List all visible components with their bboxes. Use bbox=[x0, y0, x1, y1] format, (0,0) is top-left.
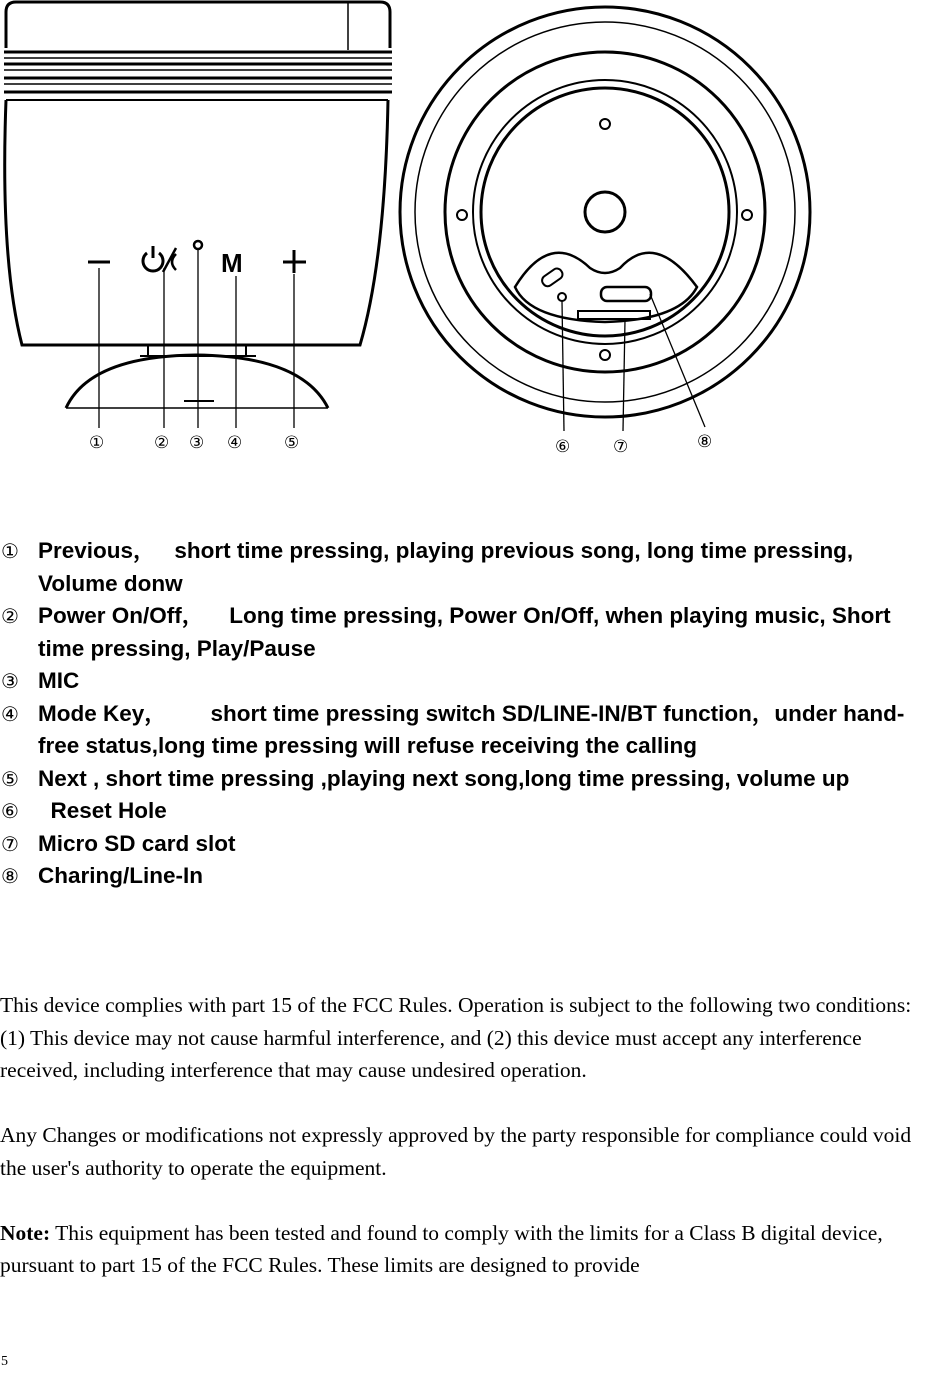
product-diagram bbox=[0, 0, 930, 470]
legend-item-next bbox=[0, 763, 930, 796]
speaker-bottom-view bbox=[400, 7, 810, 417]
plus-key-icon bbox=[283, 250, 306, 273]
screw-hole-left bbox=[457, 210, 467, 220]
mic-hole-icon bbox=[194, 241, 202, 249]
legend-number: ⑤ bbox=[1, 766, 19, 791]
callout-4: ④ bbox=[227, 433, 243, 453]
legend-item-sd-slot bbox=[0, 828, 930, 861]
note-label: Note: bbox=[0, 1220, 51, 1245]
legend-key-desc: short time pressing switch SD/LINE-IN/BT function，under hand-free status,long time pressing will refuse receiving the calling bbox=[38, 700, 905, 758]
leader-lines-right bbox=[562, 294, 705, 431]
legend-number: ⑥ bbox=[1, 799, 19, 823]
mode-key-icon: M bbox=[221, 248, 243, 278]
key-glyphs bbox=[88, 241, 306, 278]
screw-hole-bottom bbox=[600, 350, 610, 360]
legend-key-desc: Long time pressing, Power On/Off, when playing music, Short time pressing, Play/Pause bbox=[38, 603, 891, 661]
callout-6: ⑥ bbox=[555, 437, 571, 457]
fcc-paragraph-compliance: This device complies with part 15 of the FCC Rules. Operation is subject to the following two conditions: (1) This device may not cause harmful interference, and (2) this device must accept any interference received, including interference that may cause undesired operation. bbox=[0, 993, 912, 1082]
key-legend bbox=[0, 535, 930, 893]
legend-item-mic bbox=[0, 665, 930, 698]
screw-hole-top bbox=[600, 119, 610, 129]
callout-5: ⑤ bbox=[284, 433, 300, 453]
legend-item-mode bbox=[0, 698, 930, 763]
legend-number: ④ bbox=[1, 701, 19, 726]
fcc-paragraph-modifications: Any Changes or modifications not expressly approved by the party responsible for compliance could void the user's authority to operate the equipment. bbox=[0, 1123, 912, 1180]
fcc-paragraph-note bbox=[0, 1217, 925, 1282]
callout-2: ② bbox=[154, 433, 170, 453]
legend-number: ⑧ bbox=[1, 864, 19, 888]
legend-key-name: MIC bbox=[38, 668, 80, 693]
legend-number: ② bbox=[1, 604, 19, 628]
charging-port-icon bbox=[601, 287, 651, 301]
reset-hole-icon bbox=[558, 293, 566, 301]
legend-key-name: Charing/Line-In bbox=[38, 863, 203, 888]
callout-8: ⑧ bbox=[697, 432, 713, 452]
legend-item-charging bbox=[0, 860, 930, 893]
callout-7: ⑦ bbox=[613, 437, 629, 457]
legend-key-name: Previous， bbox=[38, 538, 156, 563]
reset-slot-icon bbox=[540, 267, 564, 289]
legend-item-previous bbox=[0, 535, 930, 600]
legend-item-power bbox=[0, 600, 930, 665]
center-port bbox=[585, 192, 625, 232]
callouts-right bbox=[555, 432, 712, 457]
legend-item-reset bbox=[0, 795, 930, 828]
legend-key-name: Micro SD card slot bbox=[38, 830, 236, 856]
legend-key-name: Next , short time pressing ,playing next song,long time pressing, volume up bbox=[38, 765, 850, 791]
speaker-illustration bbox=[0, 0, 930, 470]
legend-key-desc: short time pressing, playing previous song, long time pressing, Volume donw bbox=[38, 538, 854, 596]
legend-key-name: Power On/Off， bbox=[38, 603, 205, 628]
power-key-icon bbox=[143, 246, 176, 272]
legend-number: ① bbox=[1, 539, 19, 563]
callouts-left bbox=[89, 433, 299, 453]
legend-key-name: Mode Key， bbox=[38, 700, 167, 726]
legend-key-name: Reset Hole bbox=[38, 798, 167, 823]
fcc-statement bbox=[0, 989, 925, 1314]
legend-number: ⑦ bbox=[1, 831, 19, 856]
callout-3: ③ bbox=[189, 433, 205, 453]
callout-1: ① bbox=[89, 433, 105, 453]
page-number: 5 bbox=[1, 1354, 8, 1369]
screw-hole-right bbox=[742, 210, 752, 220]
legend-number: ③ bbox=[1, 669, 19, 693]
note-text: This equipment has been tested and found to comply with the limits for a Class B digital device, pursuant to part 15 of the FCC Rules. These limits are designed to provide bbox=[0, 1220, 883, 1277]
